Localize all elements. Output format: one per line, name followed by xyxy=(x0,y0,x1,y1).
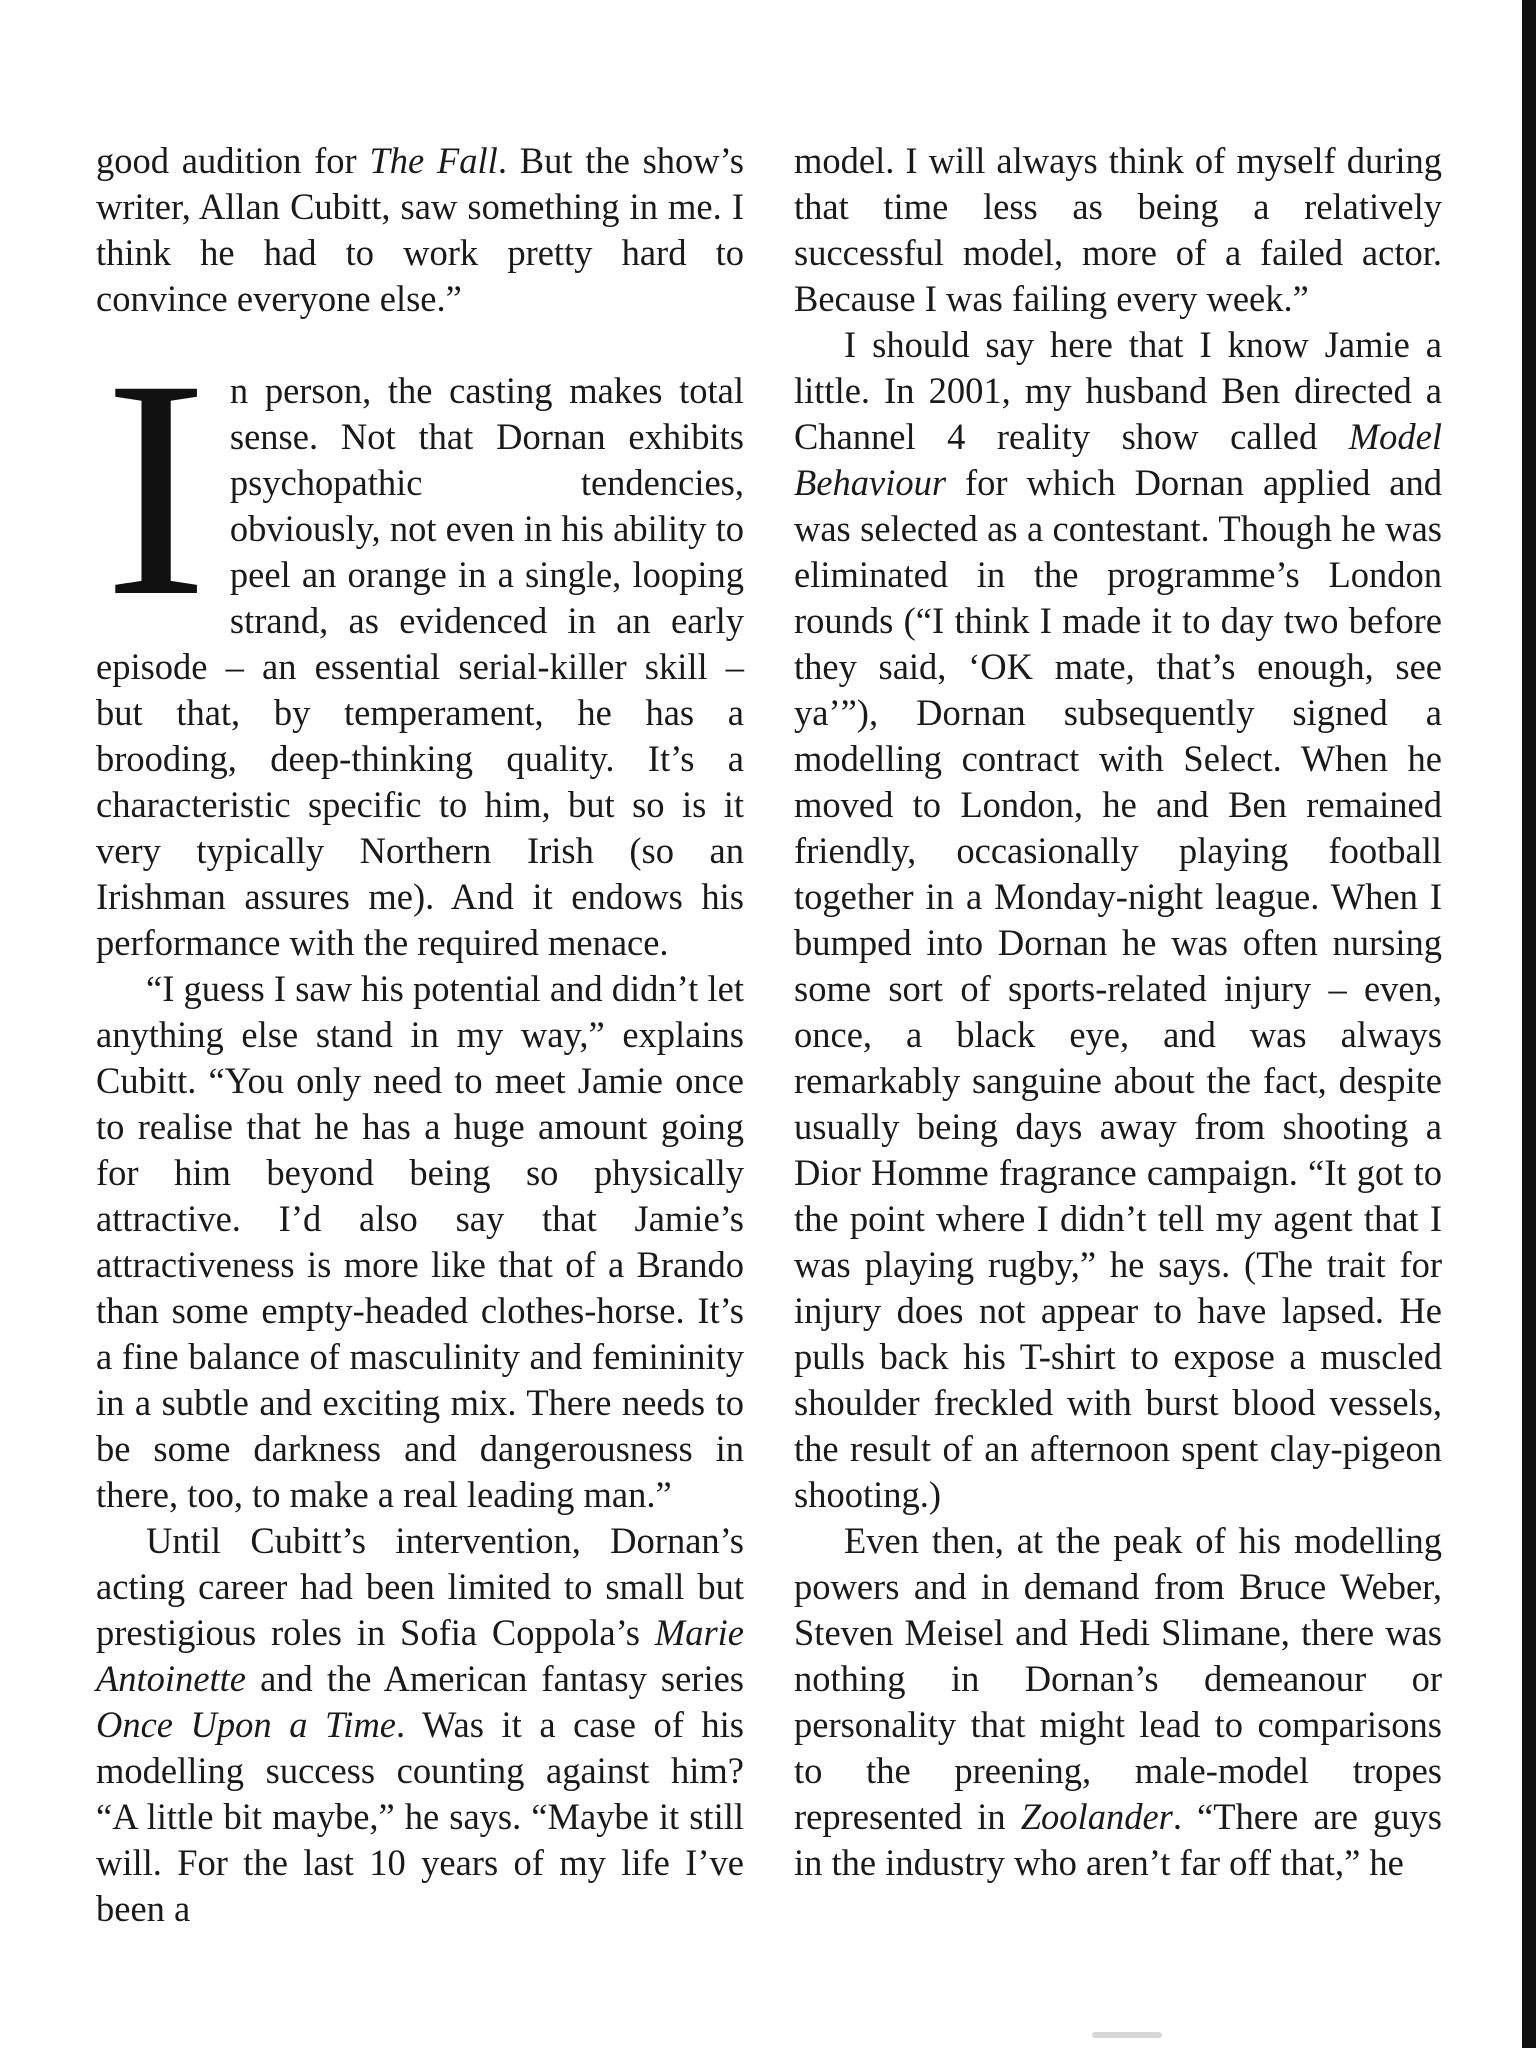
right-column xyxy=(794,138,1443,1883)
text-run: Until Cubitt’s intervention, Dornan’s acting career had been limited to small but prestigious roles in Sofia Coppola’s xyxy=(96,1520,744,1653)
paragraph-dropcap xyxy=(96,316,744,966)
text-run: I should say here that I know Jamie a little. In 2001, my husband Ben directed a Channel 4 reality show called xyxy=(794,324,1442,457)
text-run: Even then, at the peak of his modelling powers and in demand from Bruce Weber, Steven Meisel and Hedi Slimane, there was nothing in Dornan’s demeanour or personality that might lead to comparisons to the preening, male-model tropes represented in xyxy=(794,1520,1442,1837)
text-run: . “There are guys in the industry who aren’t far off that,” he xyxy=(794,1796,1443,1883)
paragraph-continued: model. I will always think of myself during that time less as being a relatively successful model, more of a failed actor. Because I was failing every week.” xyxy=(794,140,1442,319)
italic-title: Zoolander xyxy=(1020,1796,1173,1837)
text-run: good audition for xyxy=(96,140,370,181)
italic-title: Once Upon a Time xyxy=(96,1704,397,1745)
paragraph xyxy=(794,322,1442,1518)
text-run: . Was it a case of his modelling success counting against him? “A little bit maybe,” he says. “Maybe it still will. For the last 10 years of my life I’ve been a xyxy=(96,1704,745,1929)
drop-cap: I xyxy=(104,316,208,661)
paragraph xyxy=(794,1518,1442,1886)
text-run: . But the show’s writer, Allan Cubitt, saw something in me. I think he had to work pretty hard to convince everyone else.” xyxy=(96,140,744,319)
left-column xyxy=(96,138,745,1929)
page-edge-bar xyxy=(1522,0,1536,2048)
scroll-indicator[interactable] xyxy=(1092,2032,1162,2038)
paragraph: “I guess I saw his potential and didn’t let anything else stand in my way,” explains Cubitt. “You only need to meet Jamie once to realise that he has a huge amount going for him beyond being so physically attractive. I’d also say that Jamie’s attractiveness is more like that of a Brando than some empty-headed clothes-horse. It’s a fine balance of masculinity and femininity in a subtle and exciting mix. There needs to be some darkness and dangerousness in there, too, to make a real leading man.” xyxy=(96,968,744,1515)
italic-title: Model Behaviour xyxy=(794,416,1442,503)
italic-title: Marie Antoinette xyxy=(96,1612,744,1699)
text-run: n person, the casting makes total sense. Not that Dornan exhibits psychopathic tendencies, obviously, not even in his ability to peel an orange in a single, looping strand, as evidenced in an early episode – an essential serial-killer skill – but that, by temperament, he has a brooding, deep-thinking quality. It’s a characteristic specific to him, but so is it very typically Northern Irish (so an Irishman assures me). And it endows his performance with the required menace. xyxy=(96,370,744,963)
text-run: and the American fantasy series xyxy=(246,1658,744,1699)
article-page xyxy=(96,138,1443,1929)
paragraph xyxy=(96,1518,744,1932)
paragraph-continued xyxy=(96,138,744,322)
italic-title: The Fall xyxy=(369,140,498,181)
text-run: for which Dornan applied and was selected as a contestant. Though he was eliminated in the programme’s London rounds (“I think I made it to day two before they said, ‘OK mate, that’s enough, see ya’”), Dornan subsequently signed a modelling contract with Select. When he moved to London, he and Ben remained friendly, occasionally playing football together in a Monday-night league. When I bumped into Dornan he was often nursing some sort of sports-related injury – even, once, a black eye, and was always remarkably sanguine about the fact, despite usually being days away from shooting a Dior Homme fragrance campaign. “It got to the point where I didn’t tell my agent that I was playing rugby,” he says. (The trait for injury does not appear to have lapsed. He pulls back his T-shirt to expose a muscled shoulder freckled with burst blood vessels, the result of an afternoon spent clay-pigeon shooting.) xyxy=(794,462,1442,1515)
